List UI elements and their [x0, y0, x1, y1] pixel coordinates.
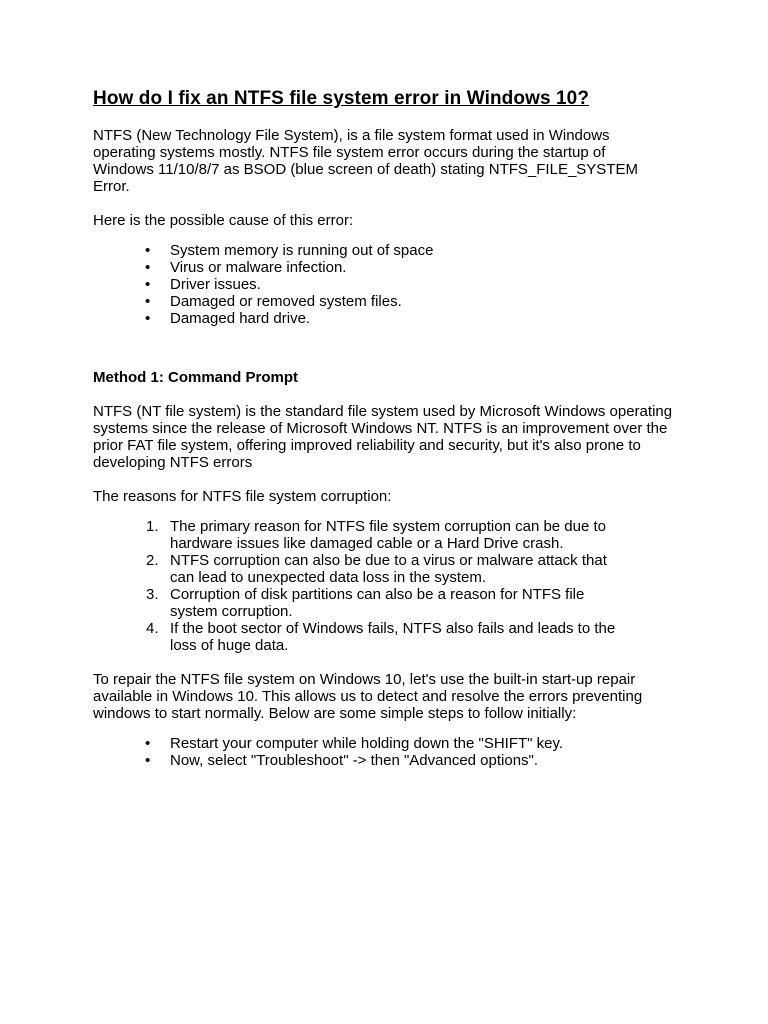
list-item: • Now, select "Troubleshoot" -> then "Advanced options". — [145, 752, 539, 769]
list-item: 2. NTFS corruption can also be due to a virus or malware attack that can lead to unexpected data loss in the system. — [146, 552, 607, 586]
intro-paragraph: NTFS (New Technology File System), is a file system format used in Windows operating systems mostly. NTFS file system error occurs during the startup of Windows 11/10/8/7 as BSOD (blue screen of death) stating NTFS_FILE_SYSTEM Error. — [93, 127, 638, 195]
causes-list — [93, 242, 693, 327]
list-number: 2. — [146, 552, 159, 569]
bullet-icon: • — [145, 735, 151, 752]
list-item: • System memory is running out of space — [145, 242, 434, 259]
list-item: • Damaged hard drive. — [145, 310, 311, 327]
list-number: 3. — [146, 586, 159, 603]
bullet-icon: • — [145, 259, 151, 276]
list-item: 4. If the boot sector of Windows fails, NTFS also fails and leads to the loss of huge data. — [146, 620, 616, 654]
reasons-list — [93, 518, 628, 654]
document-page — [93, 86, 693, 769]
list-number: 1. — [146, 518, 159, 535]
bullet-icon: • — [145, 752, 151, 769]
list-item: • Driver issues. — [145, 276, 261, 293]
steps-list — [93, 735, 693, 769]
bullet-icon: • — [145, 293, 151, 310]
bullet-icon: • — [145, 310, 151, 327]
bullet-icon: • — [145, 242, 151, 259]
bullet-icon: • — [145, 276, 151, 293]
reasons-intro: The reasons for NTFS file system corruption: — [93, 488, 392, 505]
causes-intro: Here is the possible cause of this error: — [93, 212, 354, 229]
repair-intro: To repair the NTFS file system on Windows 10, let's use the built-in start-up repair available in Windows 10. This allows us to detect and resolve the errors preventing windows to start normally. Below are some simple steps to follow initially: — [93, 671, 643, 722]
list-item: • Restart your computer while holding down the "SHIFT" key. — [145, 735, 564, 752]
list-item: • Damaged or removed system files. — [145, 293, 402, 310]
method1-intro: NTFS (NT file system) is the standard file system used by Microsoft Windows operating systems since the release of Microsoft Windows NT. NTFS is an improvement over the prior FAT file system, offering improved reliability and security, but it's also prone to developing NTFS errors — [93, 403, 673, 471]
list-item: 1. The primary reason for NTFS file system corruption can be due to hardware issues like damaged cable or a Hard Drive crash. — [146, 518, 607, 552]
document-title: How do I fix an NTFS file system error in Windows 10? — [93, 88, 590, 109]
list-item: 3. Corruption of disk partitions can also be a reason for NTFS file system corruption. — [146, 586, 585, 620]
list-item: • Virus or malware infection. — [145, 259, 347, 276]
list-number: 4. — [146, 620, 159, 637]
method1-heading: Method 1: Command Prompt — [93, 369, 298, 386]
